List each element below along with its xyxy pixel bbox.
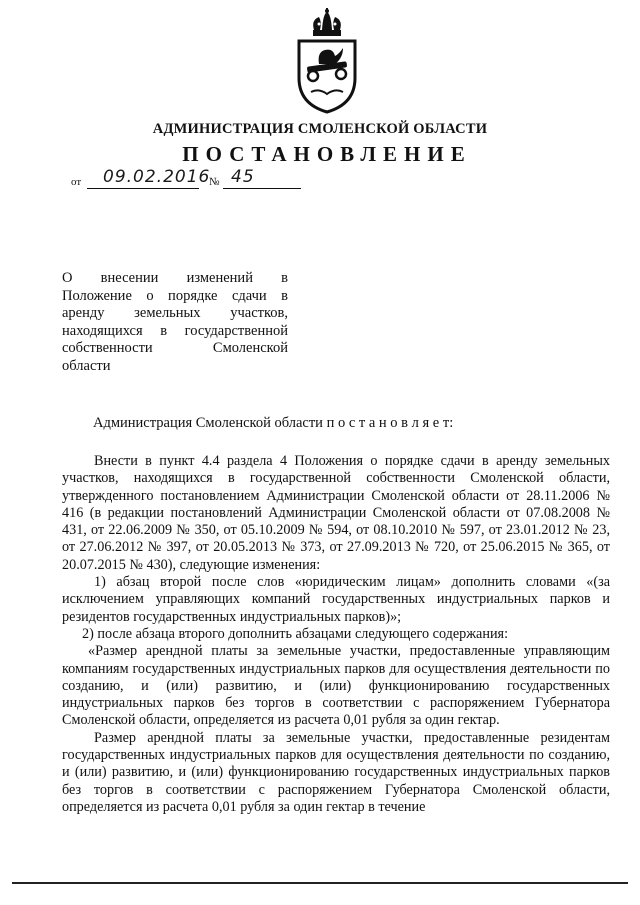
subject-line: О внесении изменений в bbox=[62, 270, 288, 286]
document-type: ПОСТАНОВЛЕНИЕ bbox=[182, 142, 472, 166]
body-paragraph: Внести в пункт 4.4 раздела 4 Положения о порядке сдачи в аренду земельных участков, находящихся в государственной собственности Смоленской области, утвержденного постановлением Администрации Смоленской области от 28.11.2006 № 416 (в редакции постановлений Администрации Смоленской области от 07.08.2008 № 431, от 22.06.2009 № 350, от 05.10.2009 № 594, от 08.10.2010 № 597, от 23.01.2012 № 23, от 27.06.2012 № 397, от 20.05.2013 № 373, от 27.09.2013 № 720, от 25.06.2015 № 365, от 20.07.2015 № 430), следующие изменения: bbox=[62, 453, 610, 573]
page-bottom-rule bbox=[12, 882, 628, 884]
number-underline bbox=[223, 188, 301, 189]
document-subject bbox=[62, 270, 288, 375]
date-label: от bbox=[71, 176, 82, 188]
date-underline bbox=[87, 188, 199, 189]
smolensk-coat-of-arms-icon bbox=[289, 8, 365, 116]
subject-line: области bbox=[62, 357, 111, 374]
organization-name: АДМИНИСТРАЦИЯ СМОЛЕНСКОЙ ОБЛАСТИ bbox=[152, 121, 488, 137]
body-paragraph: 2) после абзаца второго дополнить абзацами следующего содержания: bbox=[82, 625, 509, 642]
subject-line: аренду земельных участков, bbox=[62, 305, 288, 321]
number-value: 45 bbox=[231, 167, 255, 187]
decree-line: Администрация Смоленской области п о с т а н о в л я е т: bbox=[93, 415, 454, 431]
document-body bbox=[62, 453, 610, 816]
subject-line: собственности Смоленской bbox=[62, 340, 288, 356]
body-paragraph: 1) абзац второй после слов «юридическим лицам» дополнить словами «(за исключением управляющих компаний государственных индустриальных парков и резидентов государственных индустриальных парков)»; bbox=[62, 574, 610, 625]
body-paragraph: Размер арендной платы за земельные участки, предоставленные резидентам государственных индустриальных парков для осуществления деятельности по созданию, и (или) развитию, и (или) функционированию государственных индустриальных парков без торгов в соответствии с распоряжением Губернатора Смоленской области, определяется из расчета 0,01 рубля за один гектар в течение bbox=[62, 729, 610, 815]
subject-line: Положение о порядке сдачи в bbox=[62, 287, 288, 304]
subject-line: находящихся в государственной bbox=[62, 322, 288, 339]
date-value: 09.02.2016 bbox=[103, 167, 211, 187]
number-label: № bbox=[209, 176, 220, 188]
body-paragraph: «Размер арендной платы за земельные участки, предоставленные управляющим компаниям государственных индустриальных парков для осуществления деятельности по созданию, и (или) развитию, и (или) функционированию государственных индустриальных парков без торгов в соответствии с распоряжением Губернатора Смоленской области, определяется из расчета 0,01 рубля за один гектар. bbox=[62, 643, 610, 729]
